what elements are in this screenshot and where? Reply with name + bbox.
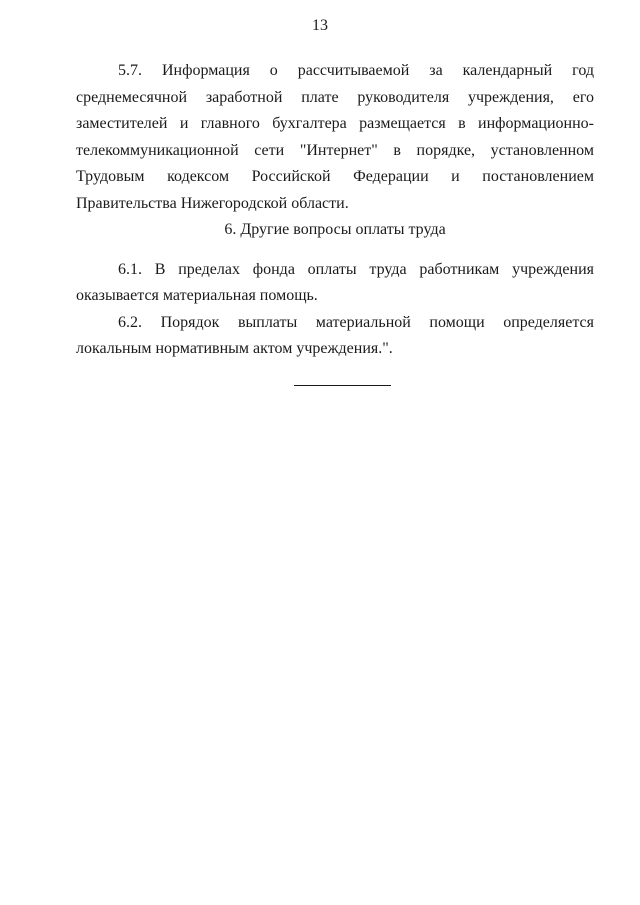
paragraph-6-1: 6.1. В пределах фонда оплаты труда работникам учреждения оказывается материальная помощь. [76,260,594,304]
page-number: 13 [312,17,328,34]
paragraph-6-2: 6.2. Порядок выплаты материальной помощи определяется локальным нормативным актом учреждения.". [76,313,594,357]
document-body [76,58,594,386]
end-separator-line [294,385,391,386]
paragraph-5-7: 5.7. Информация о рассчитываемой за календарный год среднемесячной заработной плате руководителя учреждения, его заместителей и главного бухгалтера размещается в информационно-телекоммуникационной сети "Интернет" в порядке, установленном Трудовым кодексом Российской Федерации и постановлением Правительства Нижегородской области. [76,62,594,212]
section-6-heading: 6. Другие вопросы оплаты труда [224,221,446,238]
